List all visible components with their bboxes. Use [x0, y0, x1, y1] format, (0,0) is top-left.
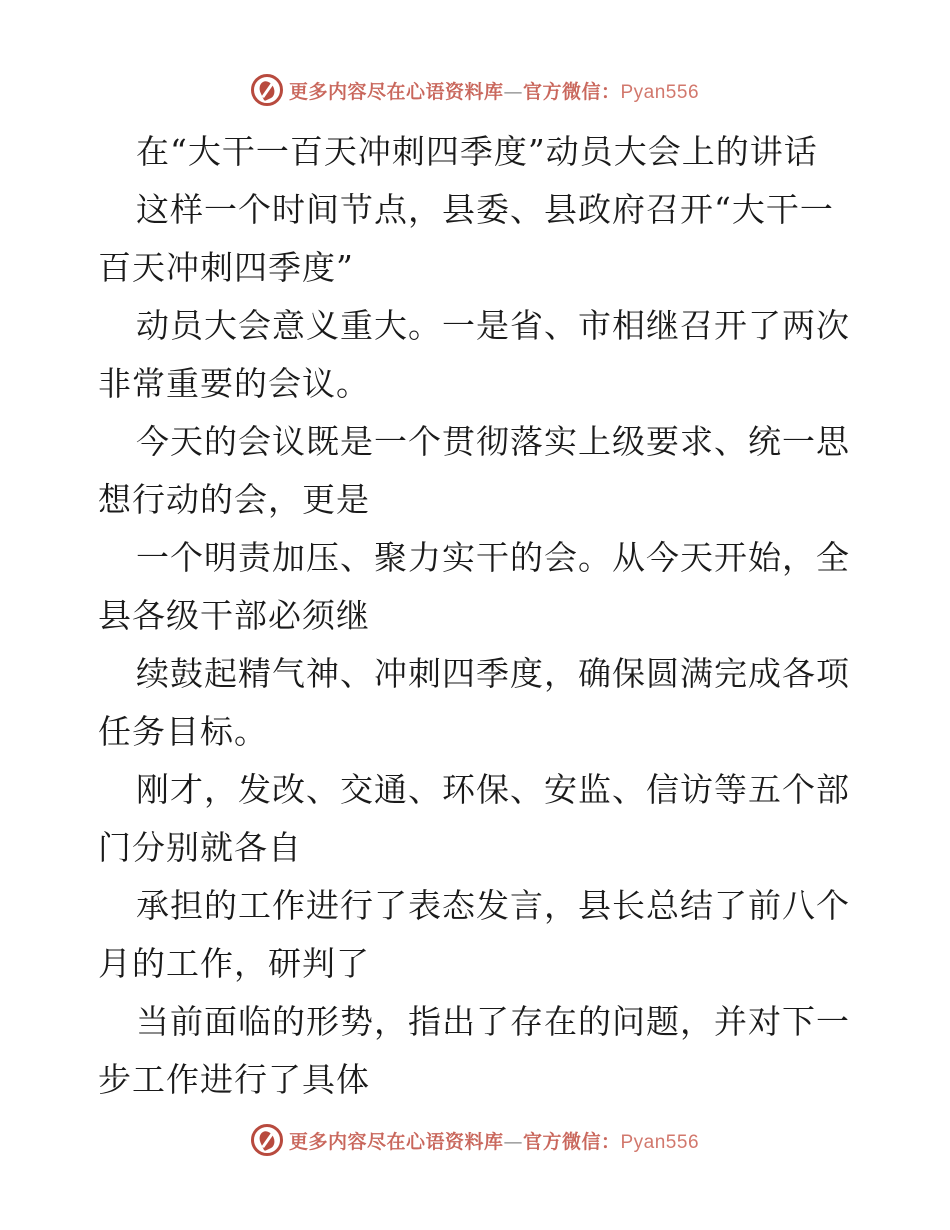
banner-wechat-label: 官方微信：	[522, 80, 621, 103]
footer-banner	[0, 1120, 950, 1160]
text-line: 县各级干部必须继	[98, 596, 370, 635]
text-line: 当前面临的形势，指出了存在的问题，并对下一	[136, 1002, 850, 1041]
pen-nib-logo-icon	[251, 74, 283, 106]
text-line: 续鼓起精气神、冲刺四季度，确保圆满完成各项	[136, 654, 850, 693]
text-line: 一个明责加压、聚力实干的会。从今天开始，全	[136, 538, 850, 577]
text-line: 承担的工作进行了表态发言，县长总结了前八个	[136, 886, 850, 925]
text-line: 非常重要的会议。	[98, 364, 370, 403]
banner-main-text: 更多内容尽在心语资料库	[288, 80, 504, 103]
text-line: 月的工作，研判了	[98, 944, 370, 983]
text-line: 在“大干一百天冲刺四季度”动员大会上的讲话	[136, 132, 818, 171]
banner-separator: —	[503, 1130, 523, 1153]
banner-text	[289, 77, 699, 104]
text-line: 任务目标。	[98, 712, 268, 751]
text-line: 刚才，发改、交通、环保、安监、信访等五个部	[136, 770, 850, 809]
banner-wechat-id: Pyan556	[620, 81, 700, 103]
text-line: 今天的会议既是一个贯彻落实上级要求、统一思	[136, 422, 850, 461]
banner-separator: —	[503, 80, 523, 103]
banner-wechat-id: Pyan556	[620, 1131, 700, 1153]
pen-nib-logo-icon	[251, 1124, 283, 1156]
header-banner	[0, 70, 950, 110]
text-line: 步工作进行了具体	[98, 1060, 370, 1099]
text-line: 动员大会意义重大。一是省、市相继召开了两次	[136, 306, 850, 345]
text-line: 百天冲刺四季度”	[98, 248, 354, 287]
banner-main-text: 更多内容尽在心语资料库	[288, 1130, 504, 1153]
text-line: 这样一个时间节点，县委、县政府召开“大干一	[136, 190, 834, 229]
text-line: 想行动的会，更是	[98, 480, 370, 519]
document-body	[98, 123, 858, 1109]
text-line: 门分别就各自	[98, 828, 302, 867]
banner-wechat-label: 官方微信：	[522, 1130, 621, 1153]
banner-text	[289, 1127, 699, 1154]
